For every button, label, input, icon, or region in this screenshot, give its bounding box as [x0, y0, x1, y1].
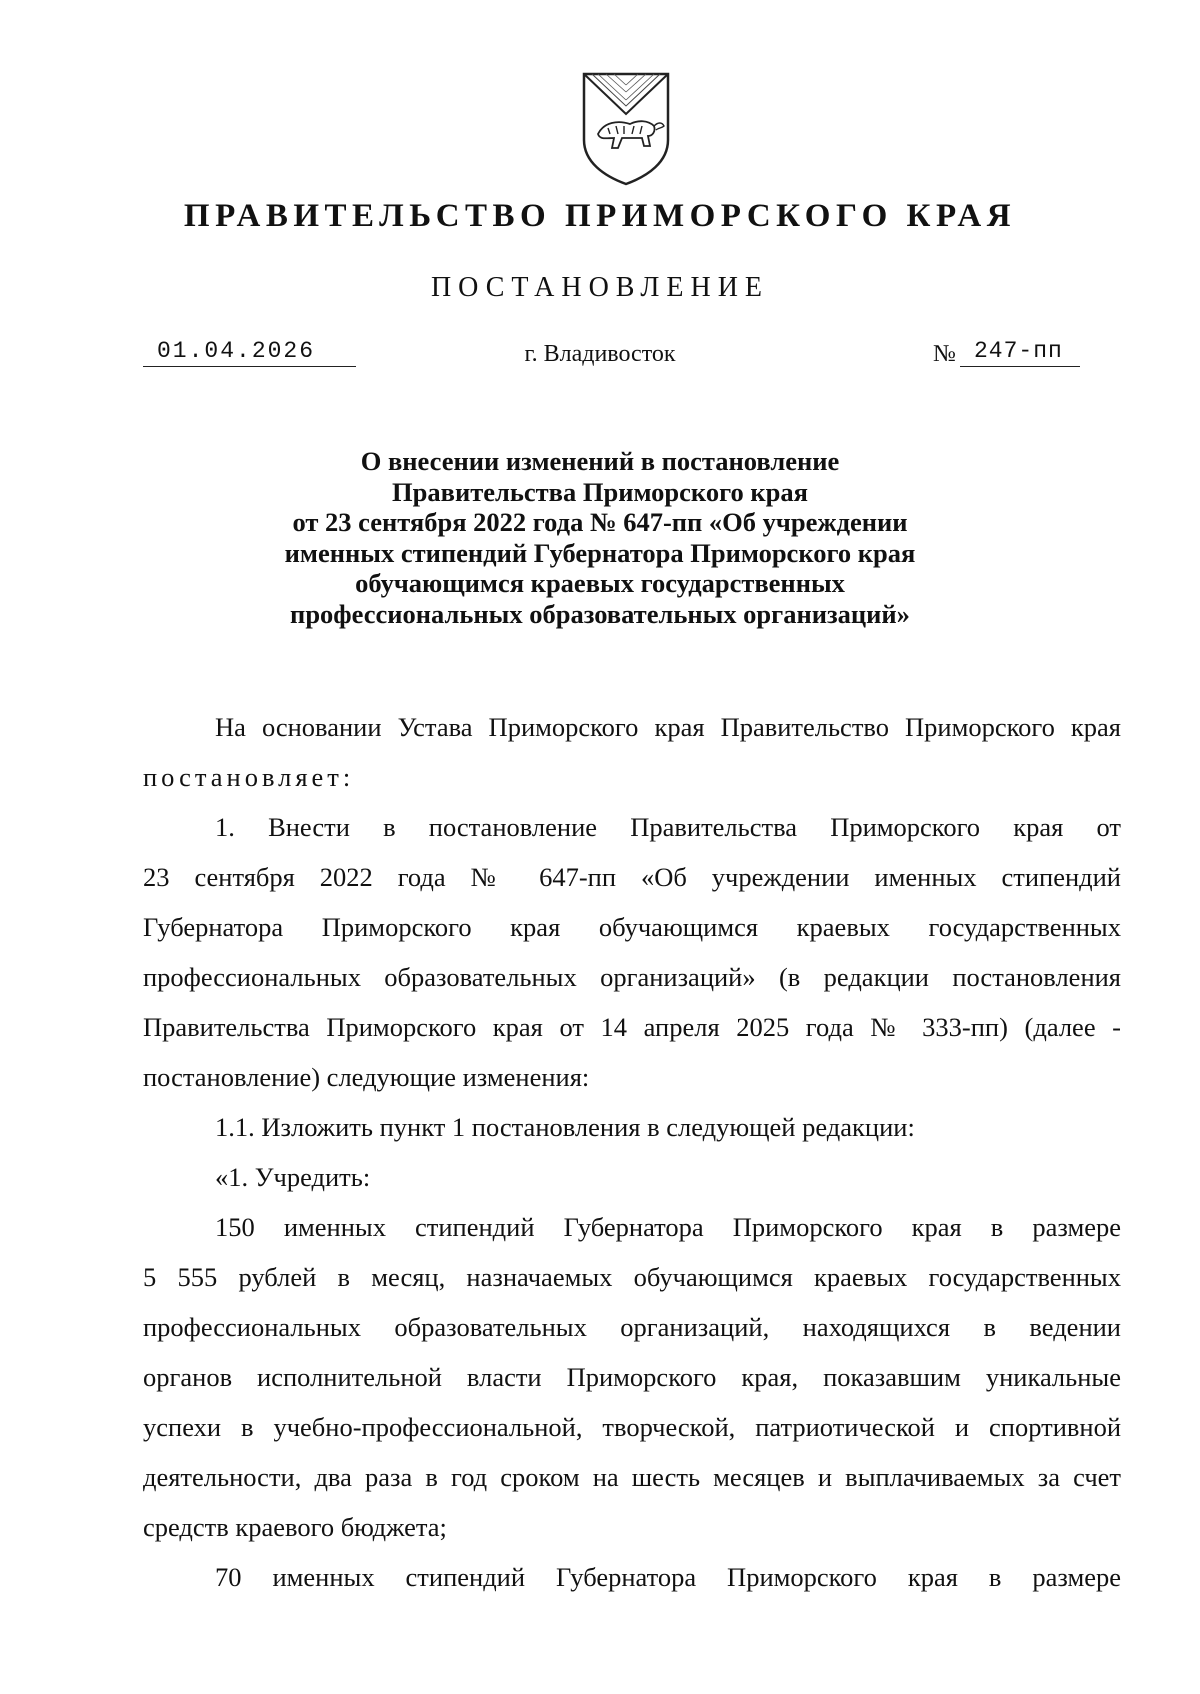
- document-city: г. Владивосток: [524, 341, 676, 367]
- body-line: органов исполнительной власти Приморского края, показавшим уникальные: [143, 1362, 1121, 1392]
- body-line: На основании Устава Приморского края Правительство Приморского края: [215, 712, 1121, 742]
- body-line: Губернатора Приморского края обучающимся краевых государственных: [143, 912, 1121, 942]
- body-line: 23 сентября 2022 года № 647-пп «Об учреждении именных стипендий: [143, 862, 1121, 892]
- document-number: 247-пп: [960, 338, 1080, 367]
- document-type: ПОСТАНОВЛЕНИЕ: [430, 272, 770, 303]
- document-title: [0, 446, 1200, 629]
- body-line: 70 именных стипендий Губернатора Приморского края в размере: [215, 1562, 1121, 1592]
- title-line: обучающимся краевых государственных: [355, 568, 845, 598]
- body-line: деятельности, два раза в год сроком на шесть месяцев и выплачиваемых за счет: [143, 1462, 1121, 1492]
- title-line: именных стипендий Губернатора Приморского края: [284, 537, 916, 568]
- title-line: от 23 сентября 2022 года № 647-пп «Об учреждении: [292, 507, 908, 537]
- document-body: [143, 702, 1121, 1602]
- body-line: 5 555 рублей в месяц, назначаемых обучающимся краевых государственных: [143, 1262, 1121, 1292]
- coat-of-arms-icon: [578, 70, 674, 188]
- body-line: Правительства Приморского края от 14 апреля 2025 года № 333-пп) (далее -: [143, 1012, 1121, 1042]
- paragraph-establish: «1. Учредить:: [215, 1162, 371, 1192]
- body-line: профессиональных образовательных организаций, находящихся в ведении: [143, 1312, 1121, 1342]
- paragraph-item-1-1: 1.1. Изложить пункт 1 постановления в следующей редакции:: [215, 1112, 915, 1142]
- paragraph-item-1: [143, 802, 1121, 1102]
- body-line: успехи в учебно-профессиональной, творческой, патриотической и спортивной: [143, 1412, 1121, 1442]
- paragraph-70-scholarships: [143, 1552, 1121, 1602]
- body-line: постановление) следующие изменения:: [143, 1062, 590, 1092]
- body-line: профессиональных образовательных организаций» (в редакции постановления: [143, 962, 1121, 992]
- title-line: О внесении изменений в постановление: [360, 446, 840, 476]
- number-label: №: [933, 341, 956, 367]
- paragraph-basis: [143, 702, 1121, 802]
- title-line: профессиональных образовательных организаций»: [290, 598, 910, 629]
- title-line: Правительства Приморского края: [392, 476, 808, 507]
- paragraph-150-scholarships: [143, 1202, 1121, 1552]
- body-line: 1. Внести в постановление Правительства Приморского края от: [215, 812, 1121, 842]
- document-date: 01.04.2026: [143, 338, 356, 367]
- body-line: средств краевого бюджета;: [143, 1512, 447, 1542]
- body-line: постановляет:: [143, 762, 355, 792]
- body-line: 150 именных стипендий Губернатора Приморского края в размере: [215, 1212, 1121, 1242]
- organization-name: ПРАВИТЕЛЬСТВО ПРИМОРСКОГО КРАЯ: [183, 198, 1017, 234]
